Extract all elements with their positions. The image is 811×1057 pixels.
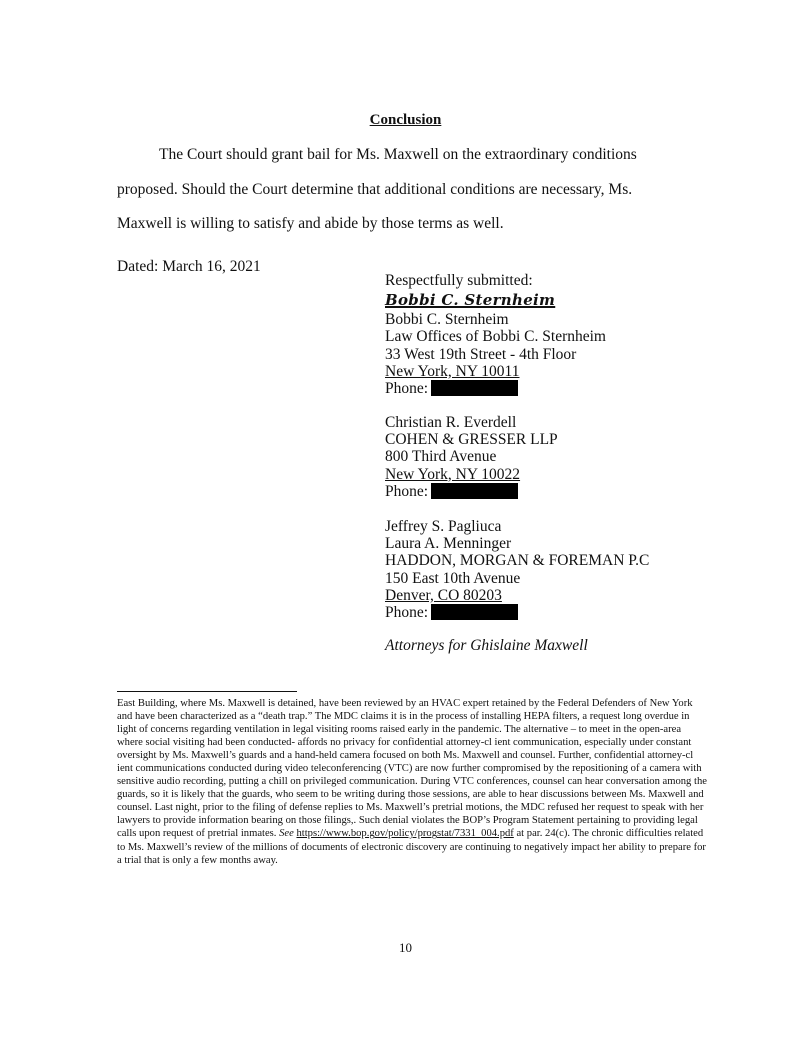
street-address: 33 West 19th Street - 4th Floor <box>385 345 577 363</box>
body-line-2: proposed. Should the Court determine that additional conditions are necessary, Ms. <box>117 181 633 198</box>
footnote-text <box>117 697 709 867</box>
redaction-box <box>431 483 518 499</box>
redaction-box <box>431 380 518 396</box>
footnote-body: East Building, where Ms. Maxwell is detained, have been reviewed by an HVAC expert retained by the Federal Defenders of New York and have been characterized as a “death trap.” The MDC claims it is in the process of installing HEPA filters, a request long overdue in light of concerns regarding ventilation in legal visiting rooms raised early in the pandemic. The alternative – to meet in the open-area where social visiting had been conducted- affords no privacy for confidential attorney-cl ient communication, especially under constant oversight by Ms. Maxwell’s guards and a hand-held camera focused on both Ms. Maxwell and counsel. Further, confidential attorney-cl ient communications conducted during video teleconferencing (VTC) are now further compromised by the repositioning of a camera with sensitive audio recording, putting a chill on privileged communication. During VTC conferences, counsel can hear conversation among the guards, so it is likely that the guards, who seem to be writing during those sessions, are able to hear discussions between Ms. Maxwell and counsel. Last night, prior to the filing of defense replies to Ms. Maxwell’s pretrial motions, the MDC refused her request to speak with her lawyers to provide information bearing on those filings,. Such denial violates the BOP’s Program Statement pertaining to providing legal calls upon request of pretrial inmates. <box>117 698 707 840</box>
footnote-body-end: at par. 24(c). The chronic difficulties related to Ms. Maxwell’s review of the millions of documents of electronic discovery are continuing to negatively impact her ability to prepare for a trial that is only a few months away. <box>117 828 706 866</box>
city-line: Denver, CO 80203 <box>385 586 502 604</box>
street-address: 150 East 10th Avenue <box>385 569 521 587</box>
handwritten-signature: Bobbi C. Sternheim <box>385 291 556 310</box>
body-line-1: The Court should grant bail for Ms. Maxwell on the extraordinary conditions <box>159 146 637 163</box>
footnote-see: See <box>279 828 294 840</box>
city-line: New York, NY 10011 <box>385 362 520 380</box>
date-line: Dated: March 16, 2021 <box>117 258 261 275</box>
firm-name: HADDON, MORGAN & FOREMAN P.C <box>385 552 650 570</box>
attorney-name: Christian R. Everdell <box>385 414 517 431</box>
phone-label: Phone: <box>385 380 429 398</box>
phone-label: Phone: <box>385 482 429 500</box>
page-number: 10 <box>399 940 412 955</box>
body-line-3: Maxwell is willing to satisfy and abide by those terms as well. <box>117 215 504 232</box>
counsel-block-everdell <box>385 414 558 500</box>
attorneys-for-line: Attorneys for Ghislaine Maxwell <box>385 637 588 654</box>
firm-name: COHEN & GRESSER LLP <box>385 431 558 449</box>
firm-name: Law Offices of Bobbi C. Sternheim <box>385 328 606 346</box>
attorney-name: Bobbi C. Sternheim <box>385 311 509 329</box>
city-line: New York, NY 10022 <box>385 465 521 483</box>
footnote-divider <box>117 691 297 692</box>
footnote-link[interactable]: https://www.bop.gov/policy/progstat/7331_004.pdf <box>296 828 514 840</box>
section-heading: Conclusion <box>369 112 442 128</box>
counsel-block-sternheim <box>385 272 606 397</box>
phone-line <box>385 483 558 500</box>
attorney-name: Jeffrey S. Pagliuca <box>385 518 502 535</box>
phone-line <box>385 380 606 397</box>
counsel-block-haddon <box>385 518 649 621</box>
phone-line <box>385 604 649 621</box>
phone-label: Phone: <box>385 604 429 622</box>
attorney-name: Laura A. Menninger <box>385 535 512 553</box>
redaction-box <box>431 604 518 620</box>
street-address: 800 Third Avenue <box>385 448 497 466</box>
closing-line: Respectfully submitted: <box>385 272 533 289</box>
